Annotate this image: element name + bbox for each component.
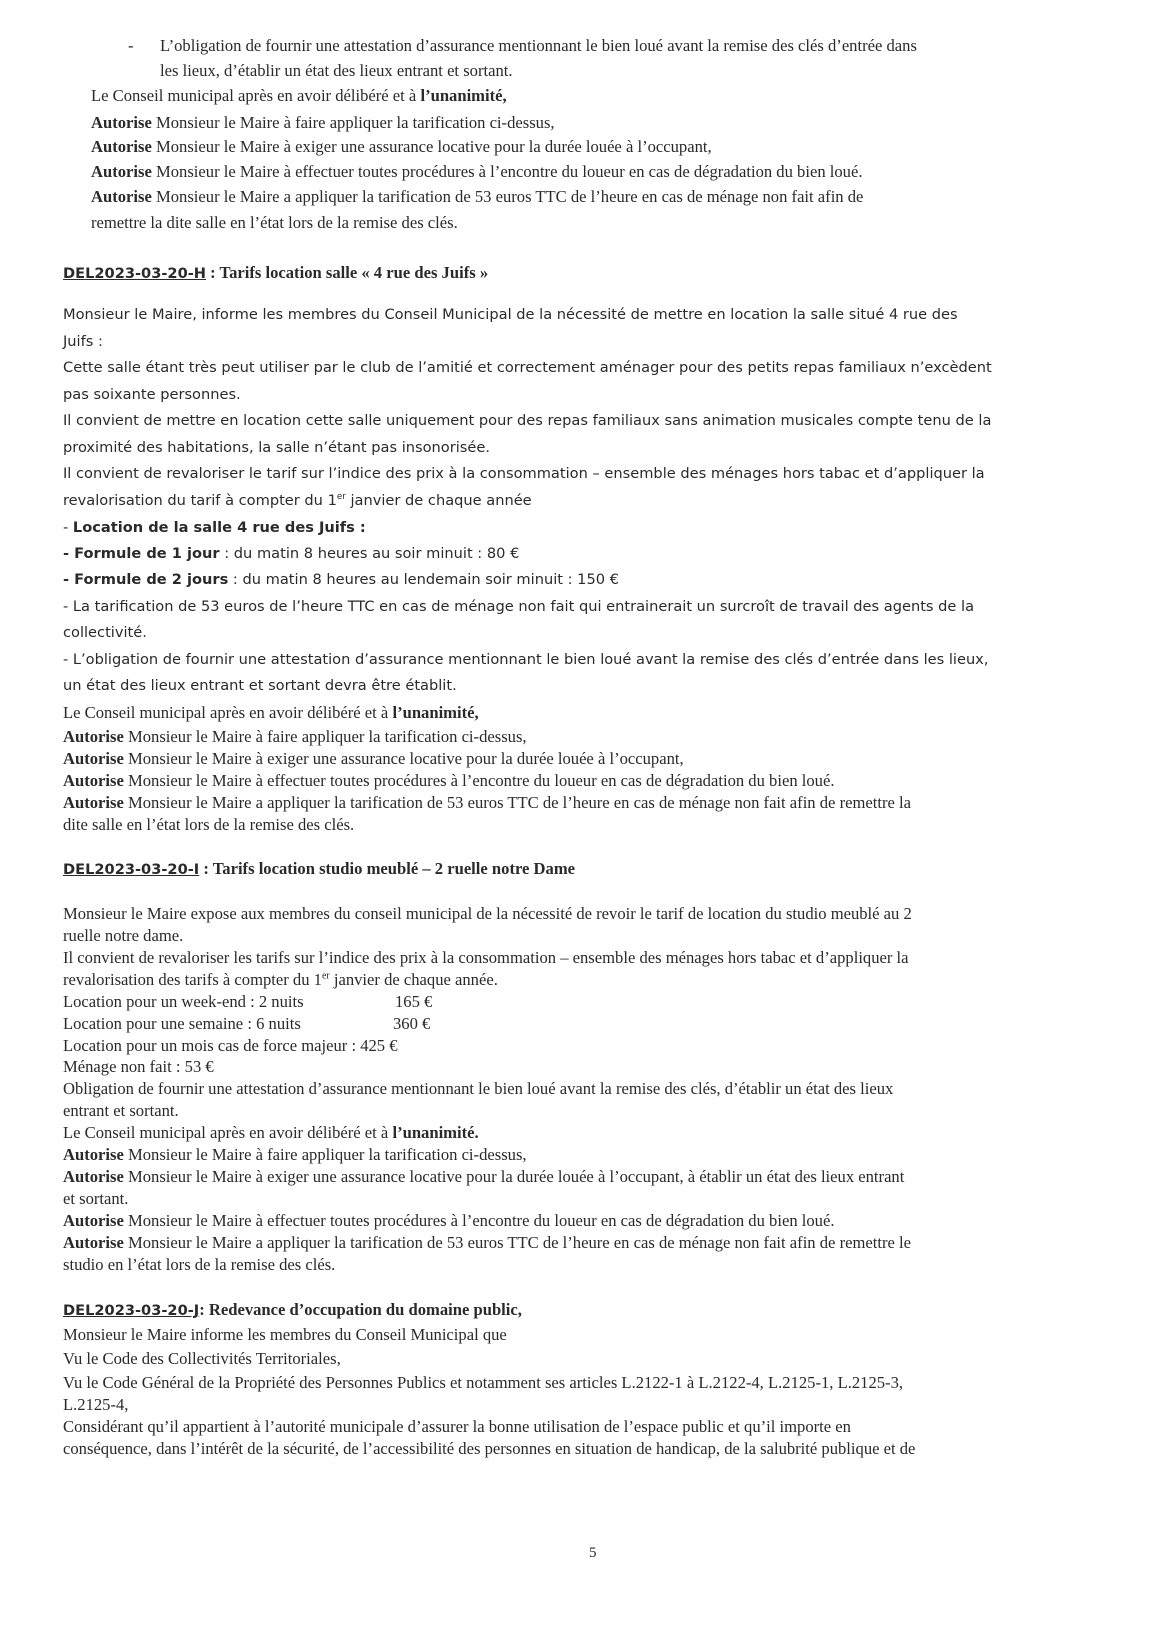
- section-h-para-7: Il convient de revaloriser le tarif sur l’indice des prix à la consommation – ensemble des ménages hors tabac et d’appliquer la: [63, 465, 985, 482]
- section-j-line-5: Considérant qu’il appartient à l’autorité municipale d’assurer la bonne utilisation de l’espace public et qu’il importe en: [63, 1417, 851, 1436]
- section-i-para-1: Monsieur le Maire expose aux membres du conseil municipal de la nécessité de revoir le tarif de location du studio meublé au 2: [63, 904, 912, 923]
- section-i-heading: DEL2023-03-20-I : Tarifs location studio meublé – 2 ruelle notre Dame: [63, 859, 576, 878]
- section-i-autorise-4-cont: studio en l’état lors de la remise des clés.: [63, 1255, 336, 1274]
- section-h-obligation-2: un état des lieux entrant et sortant devra être établit.: [63, 677, 457, 694]
- section-h-conseil-statement: Le Conseil municipal après en avoir délibéré et à l’unanimité,: [63, 703, 479, 722]
- bullet-text-line-2: les lieux, d’établir un état des lieux entrant et sortant.: [160, 61, 513, 80]
- autorise-4-cont: remettre la dite salle en l’état lors de la remise des clés.: [91, 213, 458, 232]
- section-h-autorise-2: Autorise Monsieur le Maire à exiger une assurance locative pour la durée louée à l’occupant,: [63, 749, 684, 768]
- section-i-rate-month: Location pour un mois cas de force majeur : 425 €: [63, 1036, 398, 1055]
- section-h-heading: DEL2023-03-20-H : Tarifs location salle « 4 rue des Juifs »: [63, 263, 489, 282]
- section-h-para-1: Monsieur le Maire, informe les membres du Conseil Municipal de la nécessité de mettre en location la salle situé 4 rue des: [63, 306, 958, 323]
- section-h-para-4: pas soixante personnes.: [63, 386, 241, 403]
- section-i-obligation-1: Obligation de fournir une attestation d’assurance mentionnant le bien loué avant la remise des clés, d’établir un état des lieux: [63, 1079, 894, 1098]
- section-h-tarification-2: collectivité.: [63, 624, 147, 641]
- section-h-formule-2: - Formule de 2 jours : du matin 8 heures au lendemain soir minuit : 150 €: [63, 571, 619, 588]
- section-i-para-4: revalorisation des tarifs à compter du 1er janvier de chaque année.: [63, 970, 498, 989]
- section-h-para-8: revalorisation du tarif à compter du 1er janvier de chaque année: [63, 492, 532, 509]
- section-h-autorise-3: Autorise Monsieur le Maire à effectuer toutes procédures à l’encontre du loueur en cas de dégradation du bien loué.: [63, 771, 835, 790]
- section-j-line-4: L.2125-4,: [63, 1395, 129, 1414]
- page-number: 5: [589, 1545, 597, 1561]
- section-j-line-3: Vu le Code Général de la Propriété des Personnes Publics et notamment ses articles L.2122-1 à L.2122-4, L.2125-1, L.2125-3,: [63, 1373, 904, 1392]
- section-i-rate-cleaning: Ménage non fait : 53 €: [63, 1057, 214, 1076]
- section-h-para-6: proximité des habitations, la salle n’étant pas insonorisée.: [63, 439, 490, 456]
- section-i-conseil-statement: Le Conseil municipal après en avoir délibéré et à l’unanimité.: [63, 1123, 479, 1142]
- autorise-3: Autorise Monsieur le Maire à effectuer toutes procédures à l’encontre du loueur en cas de dégradation du bien loué.: [91, 162, 863, 181]
- autorise-2: Autorise Monsieur le Maire à exiger une assurance locative pour la durée louée à l’occupant,: [91, 137, 712, 156]
- section-h-obligation-1: - L’obligation de fournir une attestation d’assurance mentionnant le bien loué avant la remise des clés d’entrée dans les lieux,: [63, 651, 989, 668]
- autorise-4: Autorise Monsieur le Maire a appliquer la tarification de 53 euros TTC de l’heure en cas de ménage non fait afin de: [91, 187, 864, 206]
- section-i-obligation-2: entrant et sortant.: [63, 1101, 179, 1120]
- section-h-tarification-1: - La tarification de 53 euros de l’heure TTC en cas de ménage non fait qui entrainerait un surcroît de travail des agents de la: [63, 598, 975, 615]
- section-h-location-title: - Location de la salle 4 rue des Juifs :: [63, 519, 366, 536]
- section-i-rate-week: Location pour une semaine : 6 nuits: [63, 1014, 301, 1033]
- bullet-text-line-1: L’obligation de fournir une attestation d’assurance mentionnant le bien loué avant la remise des clés d’entrée dans: [160, 36, 917, 55]
- section-i-autorise-2: Autorise Monsieur le Maire à exiger une assurance locative pour la durée louée à l’occupant, à établir un état des lieux entrant: [63, 1167, 905, 1186]
- section-j-line-1: Monsieur le Maire informe les membres du Conseil Municipal que: [63, 1325, 507, 1344]
- section-h-para-5: Il convient de mettre en location cette salle uniquement pour des repas familiaux sans animation musicales compte tenu de la: [63, 412, 992, 429]
- section-h-para-3: Cette salle étant très peut utiliser par le club de l’amitié et correctement aménager pour des petits repas familiaux n’excèdent: [63, 359, 992, 376]
- section-j-line-6: conséquence, dans l’intérêt de la sécurité, de l’accessibilité des personnes en situation de handicap, de la salubrité publique et de: [63, 1439, 916, 1458]
- section-h-para-2: Juifs :: [63, 333, 103, 350]
- section-i-autorise-2-cont: et sortant.: [63, 1189, 129, 1208]
- section-i-autorise-4: Autorise Monsieur le Maire a appliquer la tarification de 53 euros TTC de l’heure en cas de ménage non fait afin de remettre le: [63, 1233, 911, 1252]
- conseil-statement: Le Conseil municipal après en avoir délibéré et à l’unanimité,: [91, 86, 507, 105]
- autorise-1: Autorise Monsieur le Maire à faire appliquer la tarification ci-dessus,: [91, 113, 555, 132]
- section-j-heading: DEL2023-03-20-J: Redevance d’occupation du domaine public,: [63, 1300, 522, 1319]
- section-h-autorise-4-cont: dite salle en l’état lors de la remise des clés.: [63, 815, 355, 834]
- section-h-autorise-4: Autorise Monsieur le Maire a appliquer la tarification de 53 euros TTC de l’heure en cas de ménage non fait afin de remettre la: [63, 793, 911, 812]
- section-j-line-2: Vu le Code des Collectivités Territoriales,: [63, 1349, 341, 1368]
- section-i-rate-weekend-price: 165 €: [395, 992, 433, 1011]
- bullet-dash: -: [128, 36, 134, 55]
- section-i-autorise-3: Autorise Monsieur le Maire à effectuer toutes procédures à l’encontre du loueur en cas de dégradation du bien loué.: [63, 1211, 835, 1230]
- section-i-para-3: Il convient de revaloriser les tarifs sur l’indice des prix à la consommation – ensemble des ménages hors tabac et d’appliquer la: [63, 948, 909, 967]
- section-i-autorise-1: Autorise Monsieur le Maire à faire appliquer la tarification ci-dessus,: [63, 1145, 527, 1164]
- section-i-rate-weekend: Location pour un week-end : 2 nuits: [63, 992, 304, 1011]
- section-h-formule-1: - Formule de 1 jour : du matin 8 heures au soir minuit : 80 €: [63, 545, 520, 562]
- section-i-para-2: ruelle notre dame.: [63, 926, 184, 945]
- section-h-autorise-1: Autorise Monsieur le Maire à faire appliquer la tarification ci-dessus,: [63, 727, 527, 746]
- section-i-rate-week-price: 360 €: [393, 1014, 431, 1033]
